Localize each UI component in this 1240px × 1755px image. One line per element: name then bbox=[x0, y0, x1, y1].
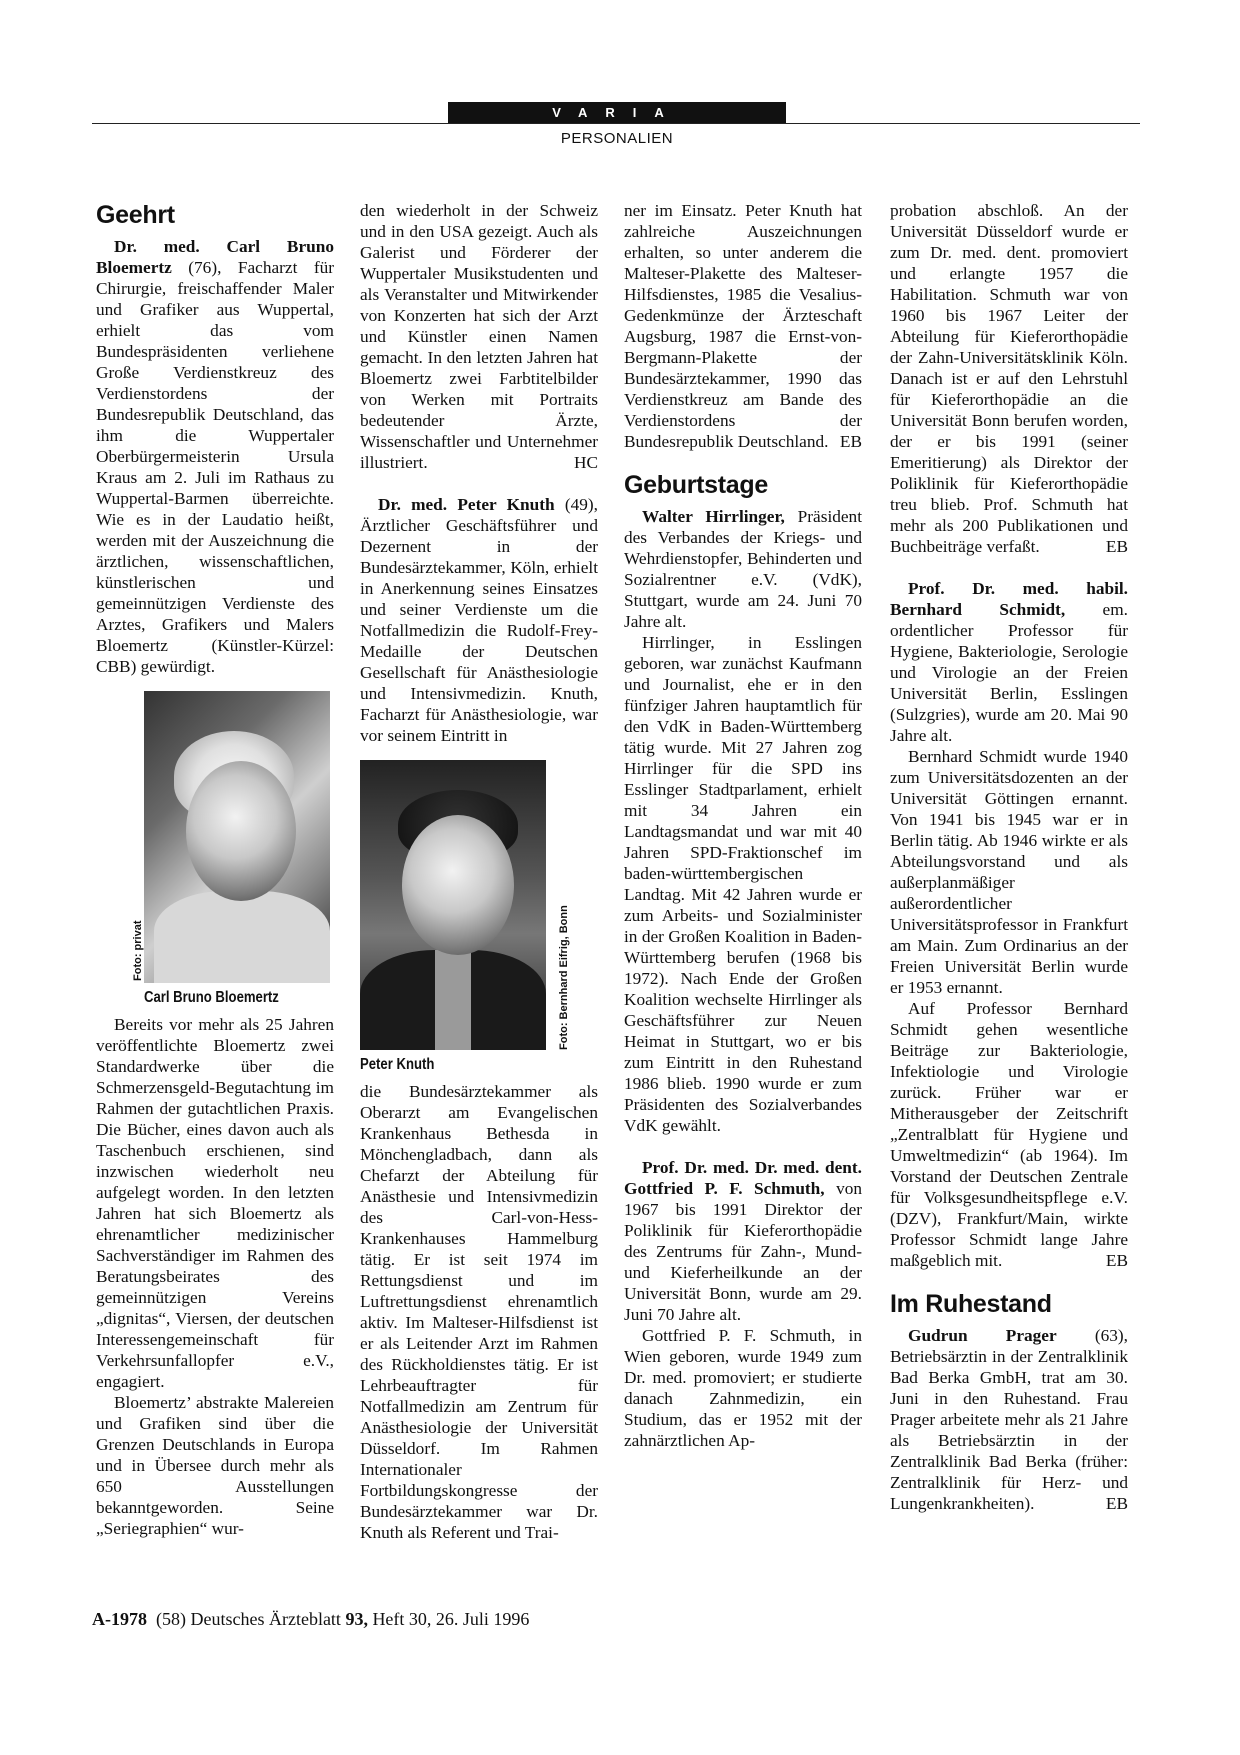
issue-info: Heft 30, 26. Juli 1996 bbox=[372, 1609, 530, 1629]
article-text: (76), Facharzt für Chirurgie, freischaffender Maler und Grafiker aus Wuppertal, erhielt das vom Bundespräsidenten verliehene Große Verdienstkreuz des Verdienstordens der Bundesrepublik Deutschland, das ihm die Wuppertaler Oberbürgermeisterin Ursula Kraus am 2. Juli im Rathaus zu Wuppertal-Barmen überreichte. Wie es in der Laudatio heißt, werden mit der Auszeichnung die ärztlichen, wissenschaftlichen, künstlerischen und gemeinnützigen Verdienste des Arztes, Grafikers und Malers Bloemertz (Künstler-Kürzel: CBB) gewürdigt. bbox=[96, 258, 334, 676]
journal-name: (58) Deutsches Ärzteblatt bbox=[156, 1609, 341, 1629]
photo-credit: Foto: privat bbox=[132, 920, 144, 981]
article-schmidt-p3 bbox=[890, 998, 1128, 1271]
article-text: Präsident des Verbandes der Kriegs- und Wehrdienstopfer, Behinderten und Sozialrentner e.V. (VdK), Stuttgart, wurde am 24. Juni 70 Jahre alt. bbox=[624, 507, 862, 631]
author-sign: EB bbox=[1105, 1251, 1128, 1270]
heading-geburtstage: Geburtstage bbox=[624, 471, 768, 499]
person-name: Prof. Dr. med. Dr. med. dent. Gottfried P. F. Schmuth, bbox=[624, 1158, 862, 1198]
article-hirrlinger-p2: Hirrlinger, in Esslingen geboren, war zunächst Kaufmann und Journalist, ehe er in den fünfziger Jahren hauptamtlich für den VdK in Baden-Württemberg tätig wurde. Mit 27 Jahren zog Hirrlinger für die SPD ins Esslinger Stadtparlament, erhielt mit 34 Jahren ein Landtagsmandat und war mit 40 Jahren SPD-Fraktionschef im baden-württembergischen Landtag. Mit 42 Jahren wurde er zum Arbeits- und Sozialminister in der Großen Koalition in Baden-Württemberg berufen (1968 bis 1972). Nach Ende der Großen Koalition wechselte Hirrlinger als Geschäftsführer zur Neuen Heimat in Stuttgart, wo er bis zum Eintritt in den Ruhestand 1986 blieb. 1990 wurde er zum Präsidenten des Sozialverbandes VdK gewählt. bbox=[624, 633, 862, 1135]
article-text: ner im Einsatz. Peter Knuth hat zahlreiche Auszeichnungen erhalten, so unter anderem die Malteser-Plakette des Malteser-Hilfsdienstes, 1985 die Vesalius-Gedenkmünze der Ärzteschaft Augsburg, 1987 die Ernst-von-Bergmann-Plakette der Bundesärztekammer, 1990 das Verdienstkreuz am Bande des Verdienstordens der Bundesrepublik Deutschland. bbox=[624, 201, 862, 451]
section-bar: VARIA bbox=[448, 102, 786, 124]
article-schmidt-intro bbox=[890, 578, 1128, 746]
article-text: von 1967 bis 1991 Direktor der Poliklinik für Kieferorthopädie des Zentrums für Zahn-, Mund- und Kieferheilkunde an der Universität Bonn, wurde am 29. Juni 70 Jahre alt. bbox=[624, 1179, 862, 1324]
article-schmidt-p2: Bernhard Schmidt wurde 1940 zum Universitätsdozenten an der Universität Göttingen ernannt. Von 1941 bis 1945 war er in Berlin tätig. Ab 1946 wirkte er als Abteilungsvorstand und als außerplanmäßiger außerordentlicher Universitätsprofessor in Frankfurt am Main. Zum Ordinarius an der Freien Universität Berlin wurde er 1953 ernannt. bbox=[890, 747, 1128, 997]
person-name: Walter Hirrlinger, bbox=[642, 507, 785, 526]
article-schmuth-intro bbox=[624, 1157, 862, 1325]
photo-caption: Peter Knuth bbox=[360, 1056, 435, 1073]
photo-caption: Carl Bruno Bloemertz bbox=[144, 989, 279, 1006]
section-subtitle: PERSONALIEN bbox=[560, 130, 674, 147]
article-text: probation abschloß. An der Universität Düsseldorf wurde er zum Dr. med. dent. promoviert und erlangte 1957 die Habilitation. Schmuth war von 1960 bis 1967 Leiter der Abteilung für Kieferorthopädie der Zahn-Universitätsklinik Köln. Danach ist er auf den Lehrstuhl für Kieferorthopädie an die Universität Bonn berufen worden, der er bis 1991 (seiner Emeritierung) als Direktor der Poliklinik für Kieferorthopädie treu blieb. Prof. Schmuth hat mehr als 200 Publikationen und Buchbeiträge verfaßt. bbox=[890, 201, 1128, 556]
article-knuth-cont bbox=[624, 200, 862, 452]
author-sign: EB bbox=[839, 432, 862, 451]
heading-im-ruhestand: Im Ruhestand bbox=[890, 1290, 1052, 1318]
article-schmuth-cont bbox=[890, 200, 1128, 557]
article-knuth-p2: die Bundesärztekammer als Oberarzt am Evangelischen Krankenhaus Bethesda in Mönchengladbach, dann als Chefarzt der Abteilung für Anästhesie und Intensivmedizin des Carl-von-Hess-Krankenhauses Hammelburg tätig. Er ist seit 1974 im Rettungsdienst und im Luftrettungsdienst ehrenamtlich aktiv. Im Malteser-Hilfsdienst ist er als Leitender Arzt im Rahmen des Rückholdienstes tätig. Er ist Lehrbeauftragter für Notfallmedizin am Zentrum für Anästhesiologie der Universität Düsseldorf. Im Rahmen Internationaler Fortbildungskongresse der Bundesärztekammer war Dr. Knuth als Referent und Trai- bbox=[360, 1082, 598, 1542]
person-name: Gudrun Prager bbox=[908, 1326, 1057, 1345]
article-schmuth-p2: Gottfried P. F. Schmuth, in Wien geboren, wurde 1949 zum Dr. med. promoviert; er studierte danach Zahnmedizin, ein Studium, das er 1952 mit der zahnärztlichen Ap- bbox=[624, 1326, 862, 1450]
article-bloemertz-cont bbox=[360, 200, 598, 473]
article-text: Auf Professor Bernhard Schmidt gehen wesentliche Beiträge zur Bakteriologie, Infektiologie und Virologie zurück. Früher war er Mitherausgeber der Zeitschrift „Zentralblatt für Hygiene und Umweltmedizin“ (ab 1964). Im Vorstand der Deutschen Zentrale für Volksgesundheitspflege e.V. (DZV), Frankfurt/Main, wirkte Professor Schmidt lange Jahre maßgeblich mit. bbox=[890, 999, 1128, 1270]
column-3 bbox=[624, 200, 862, 1451]
article-text: em. ordentlicher Professor für Hygiene, Bakteriologie, Serologie und Virologie an der Freien Universität Berlin, Esslingen (Sulzgries), wurde am 20. Mai 90 Jahre alt. bbox=[890, 600, 1128, 745]
volume-number: 93, bbox=[345, 1609, 368, 1629]
article-hirrlinger-intro bbox=[624, 506, 862, 632]
article-text: den wiederholt in der Schweiz und in den USA gezeigt. Auch als Galerist und Förderer der Wuppertaler Musikstudenten und als Veranstalter und Mitwirkender von Konzerten hat sich der Arzt und Künstler einen Namen gemacht. In den letzten Jahren hat Bloemertz zwei Farbtitelbilder von Werken mit Portraits bedeutender Ärzte, Wissenschaftler und Unternehmer illustriert. bbox=[360, 201, 598, 472]
person-name: Dr. med. Carl Bruno Bloemertz bbox=[96, 237, 334, 277]
photo-knuth bbox=[360, 760, 546, 1050]
article-bloemertz-p3: Bloemertz’ abstrakte Malereien und Grafiken sind über die Grenzen Deutschlands in Europa und in Übersee durch mehr als 650 Ausstellungen bekanntgeworden. Seine „Seriegraphien“ wur- bbox=[96, 1393, 334, 1538]
page-footer bbox=[92, 1609, 529, 1630]
person-name: Prof. Dr. med. habil. Bernhard Schmidt, bbox=[890, 579, 1128, 619]
photo-credit: Foto: Bernhard Eifrig, Bonn bbox=[558, 905, 570, 1050]
heading-geehrt: Geehrt bbox=[96, 201, 175, 229]
author-sign: HC bbox=[573, 453, 598, 472]
article-text: (63), Betriebsärztin in der Zentralklinik Bad Berka GmbH, trat am 30. Juni in den Ruhestand. Frau Prager arbeitete mehr als 21 Jahre als Betriebsärztin in der Zentralklinik Bad Berka (früher: Zentralklinik für Herz- und Lungenkrankheiten). bbox=[890, 1326, 1128, 1513]
header-rule bbox=[92, 123, 1140, 124]
author-sign: EB bbox=[1105, 1494, 1128, 1513]
article-knuth-intro bbox=[360, 494, 598, 746]
article-bloemertz-intro bbox=[96, 236, 334, 677]
photo-knuth-block bbox=[360, 760, 570, 1075]
article-bloemertz-p2: Bereits vor mehr als 25 Jahren veröffentlichte Bloemertz zwei Standardwerke über die Schmerzensgeld-Begutachtung im Rahmen der gutachtlichen Praxis. Die Bücher, eines davon auch als Taschenbuch erschienen, sind inzwischen wiederholt neu aufgelegt worden. In den letzten Jahren hat sich Bloemertz als ehrenamtlicher medizinischer Sachverständiger im Rahmen des Beratungsbeirates des gemeinnützigen Vereins „dignitas“, Viersen, der deutschen Interessengemeinschaft für Verkehrsunfallopfer e.V., engagiert. bbox=[96, 1015, 334, 1391]
column-2 bbox=[360, 200, 598, 1543]
photo-bloemertz-block bbox=[132, 691, 334, 1008]
article-text: (49), Ärztlicher Geschäftsführer und Dezernent in der Bundesärztekammer, Köln, erhielt in Anerkennung seines Einsatzes und seiner Verdienste um die Notfallmedizin die Rudolf-Frey-Medaille der Deutschen Gesellschaft für Anästhesiologie und Intensivmedizin. Knuth, Facharzt für Anästhesiologie, war vor seinem Eintritt in bbox=[360, 495, 598, 745]
page-number: A-1978 bbox=[92, 1609, 147, 1629]
column-1 bbox=[96, 200, 334, 1539]
author-sign: EB bbox=[1105, 537, 1128, 556]
person-name: Dr. med. Peter Knuth bbox=[378, 495, 555, 514]
photo-bloemertz bbox=[144, 691, 330, 983]
article-prager bbox=[890, 1325, 1128, 1514]
column-4 bbox=[890, 200, 1128, 1514]
